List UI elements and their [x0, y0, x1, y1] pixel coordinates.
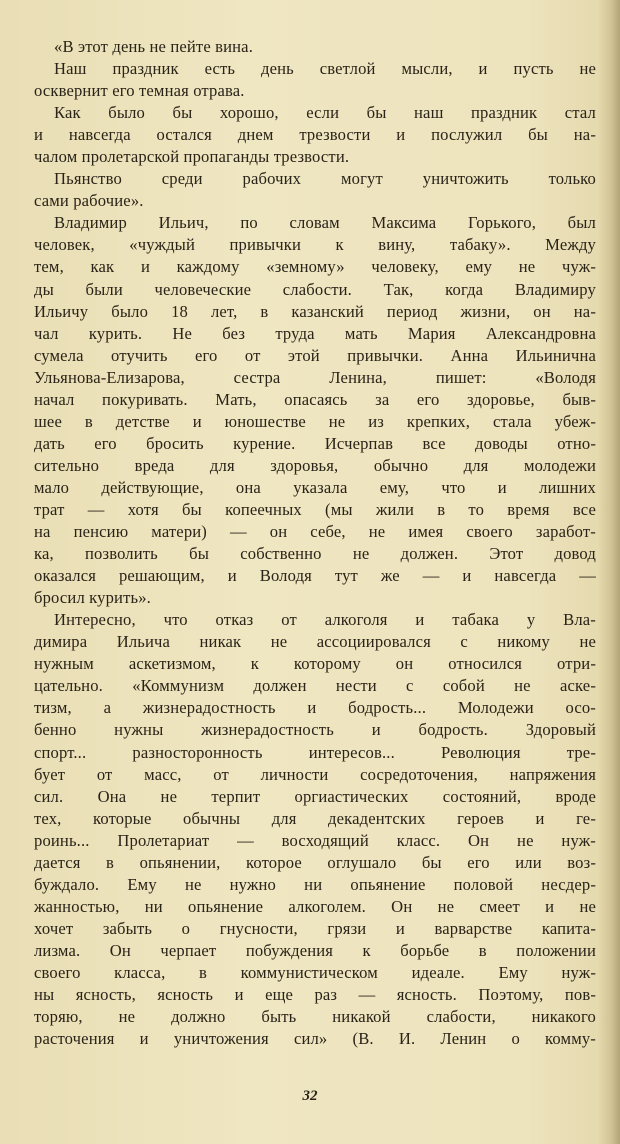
page-edge-shadow [598, 0, 620, 1144]
text-line: дается в опьянении, которое оглушало бы его или воз- [34, 852, 596, 872]
page-number: 32 [302, 1088, 318, 1104]
text-line: чалом пролетарской пропаганды трезвости. [34, 147, 350, 167]
text-line: бует от масс, от личности сосредоточения, напряжения [34, 764, 596, 784]
text-line: Владимир Ильич, по словам Максима Горького, был [54, 213, 596, 233]
text-line: трат — хотя бы копеечных (мы жили в то время все [34, 499, 596, 519]
text-line: димира Ильича никак не ассоциировался с никому не [34, 632, 596, 652]
text-line: шее в детстве и юношестве не из крепких, стала убеж- [34, 411, 596, 431]
text-line: спорт... разносторонность интересов... Революция тре- [34, 742, 596, 762]
text-line: тизм, а жизнерадостность и бодрость... Молодежи осо- [34, 698, 596, 718]
text-line: бросил курить». [34, 588, 151, 608]
text-line: Ильичу было 18 лет, в казанский период жизни, он на- [34, 301, 596, 321]
text-line: своего класса, в коммунистическом идеале. Ему нуж- [34, 962, 596, 982]
text-line: ка, позволить бы собственно не должен. Этот довод [34, 544, 596, 564]
text-line: сил. Она не терпит оргиастических состояний, вроде [34, 786, 596, 806]
text-line: мало действующие, она указала ему, что и лишних [34, 477, 596, 497]
text-line: «В этот день не пейте вина. [54, 37, 253, 56]
text-line: тем, как и каждому «земному» человеку, ему не чуж- [34, 257, 596, 277]
text-line: оказался решающим, и Володя тут же — и навсегда — [34, 566, 596, 586]
text-line: ды были человеческие слабости. Так, когда Владимиру [34, 279, 596, 299]
text-line: Интересно, что отказ от алкоголя и табака у Вла- [54, 610, 596, 630]
text-line: буждало. Ему не нужно ни опьянение половой несдер- [34, 874, 596, 894]
text-line: сительно вреда для здоровья, обычно для молодежи [34, 455, 596, 475]
text-line: начал покуривать. Мать, опасаясь за его здоровье, быв- [34, 389, 596, 409]
text-line: дать его бросить курение. Исчерпав все доводы отно- [34, 433, 596, 453]
text-line: сумела отучить его от этой привычки. Анна Ильинична [34, 345, 596, 365]
text-line: хочет забыть о гнусности, грязи и варварстве капита- [34, 918, 596, 938]
text-line: Наш праздник есть день светлой мысли, и пусть не [54, 59, 596, 79]
text-line: на пенсию матери) — он себе, не имея своего заработ- [34, 522, 596, 542]
text-line: роинь... Пролетариат — восходящий класс. Он не нуж- [34, 830, 596, 850]
text-line: сами рабочие». [34, 191, 144, 211]
text-line: расточения и уничтожения сил» (В. И. Ленин о комму- [34, 1029, 596, 1049]
text-line: Пьянство среди рабочих могут уничтожить только [54, 169, 596, 189]
text-line: человек, «чуждый привычки к вину, табаку». Между [34, 235, 596, 255]
text-line: лизма. Он черпает побуждения к борьбе в положении [34, 940, 596, 960]
body-text [34, 36, 596, 1050]
text-line: ны ясность, ясность и еще раз — ясность. Поэтому, пов- [34, 985, 596, 1005]
text-line: осквернит его темная отрава. [34, 81, 245, 101]
text-line: торяю, не должно быть никакой слабости, никакого [34, 1007, 596, 1027]
text-line: Как было бы хорошо, если бы наш праздник стал [54, 103, 596, 123]
text-line: цательно. «Коммунизм должен нести с собой не аске- [34, 676, 596, 696]
text-line: жанностью, ни опьянение алкоголем. Он не смеет и не [34, 896, 596, 916]
text-line: тех, которые обычны для декадентских героев и ге- [34, 808, 596, 828]
text-line: бенно нужны жизнерадостность и бодрость. Здоровый [34, 720, 596, 740]
text-line: нужным аскетизмом, к которому он относился отри- [34, 654, 596, 674]
text-line: Ульянова-Елизарова, сестра Ленина, пишет: «Володя [34, 367, 596, 387]
text-line: и навсегда остался днем трезвости и послужил бы на- [34, 125, 596, 145]
text-line: чал курить. Не без труда мать Мария Александровна [34, 323, 596, 343]
